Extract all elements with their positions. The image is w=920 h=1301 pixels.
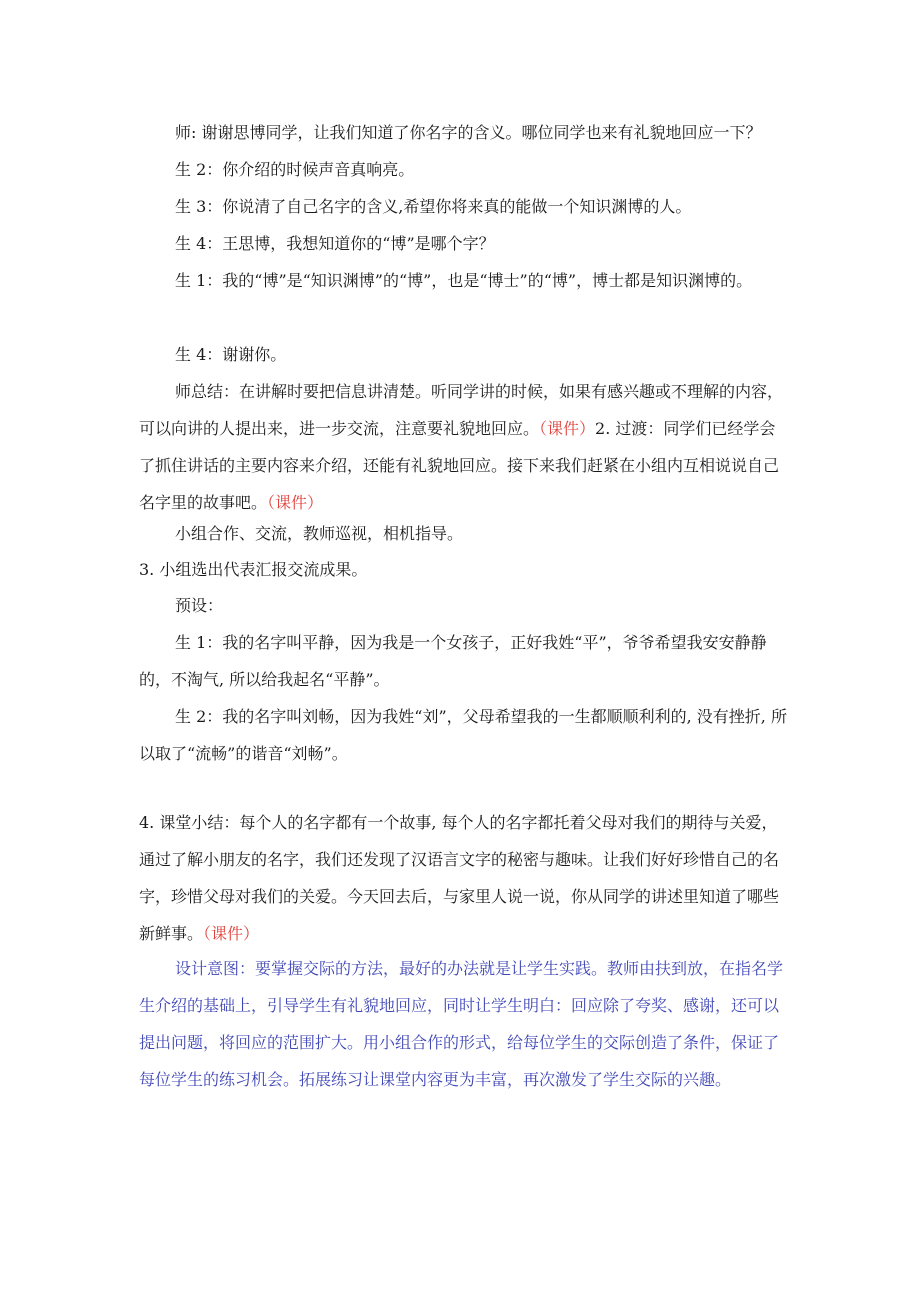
lesson-summary-text: 4. 课堂小结：每个人的名字都有一个故事, 每个人的名字都托着父母对我们的期待与关爱，通过了解小朋友的名字，我们还发现了汉语言文字的秘密与趣味。让我们好好珍惜自己的名字，珍惜父母对我们的关爱。今天回去后，与家里人说一说，你从同学的讲述里知道了哪些新鲜事。	[139, 813, 780, 943]
student-4-question-text: 生 4：王思博，我想知道你的“博”是哪个字？	[175, 234, 495, 253]
preset-label	[139, 587, 787, 624]
student-2-reply	[139, 151, 787, 188]
student-2-name-story	[139, 698, 787, 772]
teacher-summary-transition	[139, 373, 787, 521]
student-2-reply-text: 生 2：你介绍的时候声音真响亮。	[175, 160, 415, 179]
student-3-reply	[139, 188, 787, 225]
transition-text: 2. 过渡：同学们已经学会了抓住讲话的主要内容来介绍，还能有礼貌地回应。接下来我们赶紧在小组内互相说说自己名字里的故事吧。	[139, 419, 780, 512]
courseware-label: （课件）	[267, 493, 324, 512]
lesson-summary	[139, 804, 787, 952]
student-4-thanks-text: 生 4：谢谢你。	[175, 345, 287, 364]
design-intent-text: 设计意图：要掌握交际的方法，最好的办法就是让学生实践。教师由扶到放，在指名学生介绍的基础上，引导学生有礼貌地回应，同时让学生明白：回应除了夸奖、感谢，还可以提出问题，将回应的范围扩大。用小组合作的形式，给每位学生的交际创造了条件，保证了每位学生的练习机会。拓展练习让课堂内容更为丰富，再次激发了学生交际的兴趣。	[139, 959, 784, 1089]
student-1-name-story	[139, 624, 787, 698]
design-intent	[139, 950, 787, 1098]
student-4-thanks	[139, 336, 787, 373]
courseware-label: （课件）	[203, 924, 260, 943]
student-1-answer	[139, 262, 787, 299]
group-work-line	[139, 515, 787, 552]
step-3-text: 3. 小组选出代表汇报交流成果。	[139, 560, 368, 579]
teacher-thanks-text: 师: 谢谢思博同学，让我们知道了你名字的含义。哪位同学也来有礼貌地回应一下？	[175, 123, 762, 142]
teacher-summary-text: 师总结：在讲解时要把信息讲清楚。听同学讲的时候，如果有感兴趣或不理解的内容，可以向讲的人提出来，进一步交流，注意要礼貌地回应。	[139, 382, 784, 438]
student-1-answer-text: 生 1：我的“博”是“知识渊博”的“博”，也是“博士”的“博”，博士都是知识渊博的。	[175, 271, 753, 290]
courseware-label: （课件）	[539, 419, 596, 438]
teacher-thanks-line	[139, 114, 787, 151]
student-2-name-story-text: 生 2：我的名字叫刘畅，因为我姓“刘”，父母希望我的一生都顺顺利利的, 没有挫折, 所以取了“流畅”的谐音“刘畅”。	[139, 707, 787, 763]
step-3-heading	[139, 551, 787, 588]
preset-label-text: 预设：	[175, 596, 224, 615]
student-3-reply-text: 生 3：你说清了自己名字的含义,希望你将来真的能做一个知识渊博的人。	[175, 197, 692, 216]
group-work-text: 小组合作、交流，教师巡视，相机指导。	[175, 524, 464, 543]
student-4-question	[139, 225, 787, 262]
student-1-name-story-text: 生 1：我的名字叫平静，因为我是一个女孩子，正好我姓“平”，爷爷希望我安安静静的，不淘气, 所以给我起名“平静”。	[139, 633, 767, 689]
